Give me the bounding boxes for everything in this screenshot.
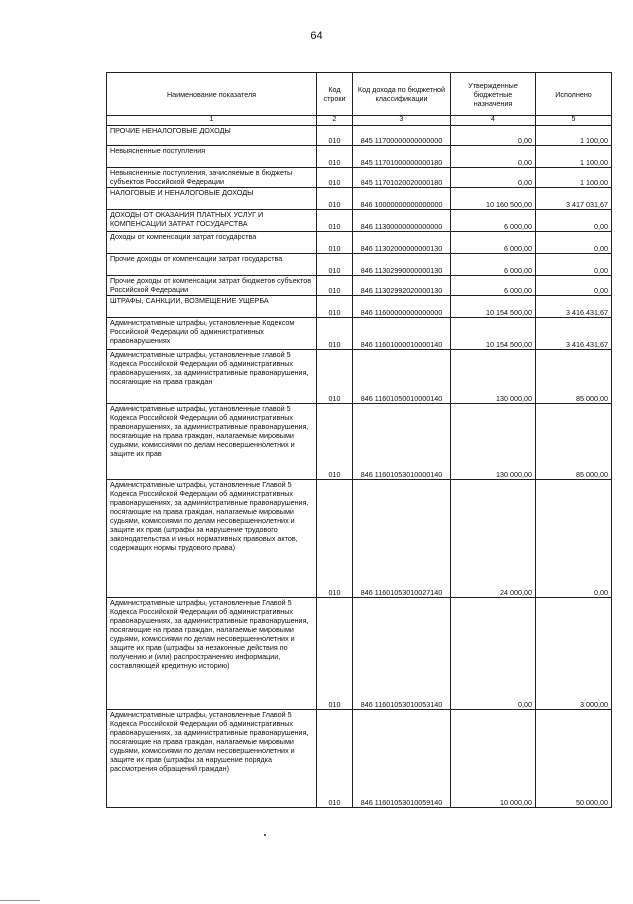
row-code: 010 bbox=[317, 479, 353, 597]
row-code: 010 bbox=[317, 125, 353, 145]
row-executed: 50 000,00 bbox=[536, 709, 612, 807]
row-name: Административные штрафы, установленные главой 5 Кодекса Российской Федерации об административных правонарушениях, за административные правонарушения, посягающие на права граждан bbox=[107, 349, 317, 403]
row-name: ПРОЧИЕ НЕНАЛОГОВЫЕ ДОХОДЫ bbox=[107, 125, 317, 145]
row-kbk: 846 11302992020000130 bbox=[353, 275, 451, 295]
row-code: 010 bbox=[317, 209, 353, 231]
header-revenue-code: Код дохода по бюджетной классификации bbox=[353, 73, 451, 116]
row-kbk: 845 11701020020000180 bbox=[353, 167, 451, 187]
row-approved: 0,00 bbox=[451, 597, 536, 709]
row-approved: 6 000,00 bbox=[451, 275, 536, 295]
table-row bbox=[107, 479, 612, 597]
row-executed: 85 000,00 bbox=[536, 403, 612, 479]
row-approved: 24 000,00 bbox=[451, 479, 536, 597]
row-executed: 3 000,00 bbox=[536, 597, 612, 709]
row-kbk: 846 11601050010000140 bbox=[353, 349, 451, 403]
row-code: 010 bbox=[317, 253, 353, 275]
column-number: 3 bbox=[353, 116, 451, 126]
row-approved: 10 154 500,00 bbox=[451, 317, 536, 349]
row-approved: 130 000,00 bbox=[451, 403, 536, 479]
page-number: 64 bbox=[310, 30, 323, 42]
row-kbk: 846 11601053010000140 bbox=[353, 403, 451, 479]
row-kbk: 846 11601053010059140 bbox=[353, 709, 451, 807]
row-executed: 3 416 431,67 bbox=[536, 295, 612, 317]
row-kbk: 846 11600000000000000 bbox=[353, 295, 451, 317]
row-code: 010 bbox=[317, 403, 353, 479]
row-kbk: 846 10000000000000000 bbox=[353, 187, 451, 209]
row-executed: 1 100,00 bbox=[536, 145, 612, 167]
table-header-row bbox=[107, 73, 612, 116]
table-row bbox=[107, 145, 612, 167]
scan-edge-mark bbox=[0, 900, 40, 901]
header-executed: Исполнено bbox=[536, 73, 612, 116]
row-executed: 0,00 bbox=[536, 479, 612, 597]
row-name: ДОХОДЫ ОТ ОКАЗАНИЯ ПЛАТНЫХ УСЛУГ И КОМПЕНСАЦИИ ЗАТРАТ ГОСУДАРСТВА bbox=[107, 209, 317, 231]
row-approved: 6 000,00 bbox=[451, 253, 536, 275]
row-name: Прочие доходы от компенсации затрат государства bbox=[107, 253, 317, 275]
header-line-code: Код строки bbox=[317, 73, 353, 116]
row-code: 010 bbox=[317, 187, 353, 209]
row-code: 010 bbox=[317, 167, 353, 187]
row-executed: 3 417 031,67 bbox=[536, 187, 612, 209]
row-approved: 130 000,00 bbox=[451, 349, 536, 403]
row-name: Административные штрафы, установленные Главой 5 Кодекса Российской Федерации об административных правонарушениях, за административные правонарушения, посягающие на права граждан, налагаемые мировыми судьями, комиссиями по делам несовершеннолетних и защите их прав (штрафы за нарушение трудового законодательства и иных нормативных правовых актов, содержащих нормы трудового права) bbox=[107, 479, 317, 597]
table-row bbox=[107, 597, 612, 709]
table-row bbox=[107, 709, 612, 807]
table-row bbox=[107, 295, 612, 317]
row-approved: 10 154 500,00 bbox=[451, 295, 536, 317]
row-name: Прочие доходы от компенсации затрат бюджетов субъектов Российской Федерации bbox=[107, 275, 317, 295]
row-kbk: 845 11700000000000000 bbox=[353, 125, 451, 145]
row-name: ШТРАФЫ, САНКЦИИ, ВОЗМЕЩЕНИЕ УЩЕРБА bbox=[107, 295, 317, 317]
budget-revenue-table bbox=[106, 72, 612, 808]
row-code: 010 bbox=[317, 317, 353, 349]
row-executed: 0,00 bbox=[536, 209, 612, 231]
table-row bbox=[107, 209, 612, 231]
row-name: НАЛОГОВЫЕ И НЕНАЛОГОВЫЕ ДОХОДЫ bbox=[107, 187, 317, 209]
row-kbk: 846 11302000000000130 bbox=[353, 231, 451, 253]
table-row bbox=[107, 167, 612, 187]
row-approved: 10 000,00 bbox=[451, 709, 536, 807]
column-number: 4 bbox=[451, 116, 536, 126]
table-row bbox=[107, 403, 612, 479]
row-code: 010 bbox=[317, 231, 353, 253]
row-approved: 10 160 500,00 bbox=[451, 187, 536, 209]
row-approved: 0,00 bbox=[451, 145, 536, 167]
row-code: 010 bbox=[317, 349, 353, 403]
row-name: Невыясненные поступления, зачисляемые в бюджеты субъектов Российской Федерации bbox=[107, 167, 317, 187]
row-executed: 0,00 bbox=[536, 231, 612, 253]
row-name: Невыясненные поступления bbox=[107, 145, 317, 167]
row-code: 010 bbox=[317, 709, 353, 807]
row-code: 010 bbox=[317, 597, 353, 709]
row-code: 010 bbox=[317, 275, 353, 295]
row-kbk: 846 11300000000000000 bbox=[353, 209, 451, 231]
row-name: Административные штрафы, установленные Главой 5 Кодекса Российской Федерации об административных правонарушениях, за административные правонарушения, посягающие на права граждан, налагаемые мировыми судьями, комиссиями по делам несовершеннолетних и защите их прав (штрафы за незаконные действия по получению и (или) распространению информации, составляющей кредитную историю) bbox=[107, 597, 317, 709]
row-executed: 1 100,00 bbox=[536, 125, 612, 145]
row-approved: 0,00 bbox=[451, 125, 536, 145]
row-kbk: 845 11701000000000180 bbox=[353, 145, 451, 167]
row-executed: 3 416 431,67 bbox=[536, 317, 612, 349]
row-name: Доходы от компенсации затрат государства bbox=[107, 231, 317, 253]
table-row bbox=[107, 253, 612, 275]
table-row bbox=[107, 275, 612, 295]
column-number: 1 bbox=[107, 116, 317, 126]
row-approved: 6 000,00 bbox=[451, 209, 536, 231]
row-executed: 0,00 bbox=[536, 253, 612, 275]
row-executed: 1 100,00 bbox=[536, 167, 612, 187]
column-number-row bbox=[107, 116, 612, 126]
row-kbk: 846 11601000010000140 bbox=[353, 317, 451, 349]
table-row bbox=[107, 187, 612, 209]
table-row bbox=[107, 317, 612, 349]
column-number: 5 bbox=[536, 116, 612, 126]
scan-speck bbox=[264, 834, 266, 836]
header-approved: Утвержденные бюджетные назначения bbox=[451, 73, 536, 116]
row-kbk: 846 11601053010027140 bbox=[353, 479, 451, 597]
row-code: 010 bbox=[317, 295, 353, 317]
header-indicator-name: Наименование показателя bbox=[107, 73, 317, 116]
table-row bbox=[107, 125, 612, 145]
row-approved: 0,00 bbox=[451, 167, 536, 187]
column-number: 2 bbox=[317, 116, 353, 126]
row-name: Административные штрафы, установленные Кодексом Российской Федерации об административных правонарушениях bbox=[107, 317, 317, 349]
row-executed: 0,00 bbox=[536, 275, 612, 295]
table-row bbox=[107, 349, 612, 403]
row-approved: 6 000,00 bbox=[451, 231, 536, 253]
row-kbk: 846 11302990000000130 bbox=[353, 253, 451, 275]
row-executed: 85 000,00 bbox=[536, 349, 612, 403]
row-code: 010 bbox=[317, 145, 353, 167]
row-name: Административные штрафы, установленные главой 5 Кодекса Российской Федерации об административных правонарушениях, за административные правонарушения, посягающие на права граждан, налагаемые мировыми судьями, комиссиями по делам несовершеннолетних и защите их прав bbox=[107, 403, 317, 479]
row-kbk: 846 11601053010053140 bbox=[353, 597, 451, 709]
table-row bbox=[107, 231, 612, 253]
row-name: Административные штрафы, установленные Главой 5 Кодекса Российской Федерации об административных правонарушениях, за административные правонарушения, посягающие на права граждан, налагаемые мировыми судьями, комиссиями по делам несовершеннолетних и защите их прав (штрафы за нарушение порядка рассмотрения обращений граждан) bbox=[107, 709, 317, 807]
